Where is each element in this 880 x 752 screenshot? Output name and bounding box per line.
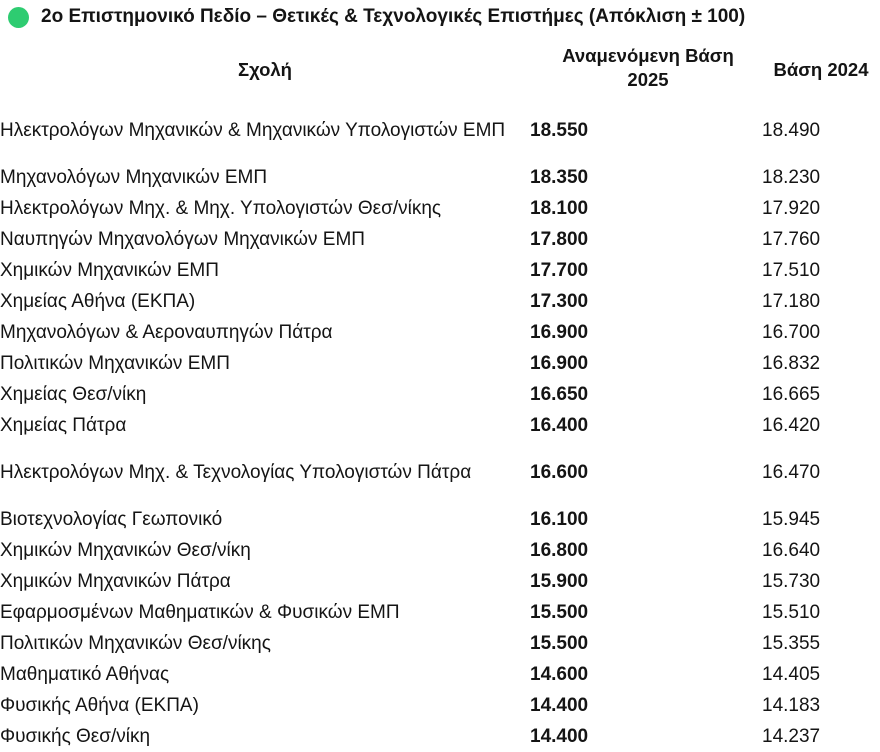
table-row [0, 193, 880, 224]
header-base-2024: Βάση 2024 [773, 59, 869, 80]
school-name: Πολιτικών Μηχανικών Θεσ/νίκης [0, 633, 271, 654]
expected-base-2025: 16.400 [530, 414, 589, 436]
table-row [0, 224, 880, 255]
base-2024: 16.832 [762, 352, 821, 374]
table-row [0, 410, 880, 441]
header-school: Σχολή [238, 59, 292, 80]
table-row [0, 566, 880, 597]
base-2024: 16.700 [762, 321, 821, 343]
school-name: Χημικών Μηχανικών Πάτρα [0, 571, 231, 592]
expected-base-2025: 17.700 [530, 259, 589, 281]
expected-base-2025: 18.350 [530, 166, 589, 188]
school-name: Χημείας Θεσ/νίκη [0, 384, 147, 405]
base-2024: 14.405 [762, 663, 821, 685]
school-name: Ηλεκτρολόγων Μηχ. & Μηχ. Υπολογιστών Θεσ/νίκης [0, 198, 442, 219]
table-row [0, 535, 880, 566]
header-expected-2025 [530, 44, 766, 92]
green-dot-icon [8, 7, 29, 28]
school-name: Μηχανολόγων & Αεροναυπηγών Πάτρα [0, 322, 333, 343]
base-2024: 15.945 [762, 508, 821, 530]
school-name: Βιοτεχνολογίας Γεωπονικό [0, 509, 223, 530]
expected-base-2025: 14.400 [530, 694, 589, 716]
school-name: Ηλεκτρολόγων Μηχανικών & Μηχανικών Υπολογιστών ΕΜΠ [0, 120, 506, 141]
school-name: Χημείας Πάτρα [0, 415, 127, 436]
base-2024: 14.183 [762, 694, 821, 716]
school-name: Ηλεκτρολόγων Μηχ. & Τεχνολογίας Υπολογιστών Πάτρα [0, 462, 472, 483]
school-name: Χημείας Αθήνα (ΕΚΠΑ) [0, 291, 196, 312]
base-2024: 17.760 [762, 228, 821, 250]
expected-base-2025: 16.650 [530, 383, 589, 405]
base-2024: 14.237 [762, 725, 821, 747]
header-expected-line2: 2025 [627, 69, 669, 90]
school-name: Μαθηματικό Αθήνας [0, 664, 170, 685]
expected-base-2025: 15.500 [530, 601, 589, 623]
expected-base-2025: 18.100 [530, 197, 589, 219]
results-table [0, 99, 880, 752]
page-title: 2ο Επιστημονικό Πεδίο – Θετικές & Τεχνολογικές Επιστήμες (Απόκλιση ± 100) [41, 6, 746, 27]
table-row [0, 348, 880, 379]
table-row [0, 99, 880, 162]
school-name: Ναυπηγών Μηχανολόγων Μηχανικών ΕΜΠ [0, 229, 365, 250]
table-row [0, 504, 880, 535]
table-row [0, 690, 880, 721]
expected-base-2025: 17.800 [530, 228, 589, 250]
base-2024: 16.420 [762, 414, 821, 436]
base-2024: 16.665 [762, 383, 821, 405]
base-2024: 15.355 [762, 632, 821, 654]
header-expected-line1: Αναμενόμενη Βάση [562, 45, 734, 66]
school-name: Χημικών Μηχανικών Θεσ/νίκη [0, 540, 251, 561]
base-2024: 18.230 [762, 166, 821, 188]
school-name: Μηχανολόγων Μηχανικών ΕΜΠ [0, 167, 268, 188]
base-2024: 15.730 [762, 570, 821, 592]
table-header [0, 40, 880, 102]
expected-base-2025: 14.400 [530, 725, 589, 747]
table-row [0, 441, 880, 504]
expected-base-2025: 16.600 [530, 461, 589, 483]
expected-base-2025: 16.900 [530, 352, 589, 374]
table-row [0, 286, 880, 317]
school-name: Εφαρμοσμένων Μαθηματικών & Φυσικών ΕΜΠ [0, 602, 400, 623]
expected-base-2025: 15.500 [530, 632, 589, 654]
expected-base-2025: 16.900 [530, 321, 589, 343]
school-name: Πολιτικών Μηχανικών ΕΜΠ [0, 353, 230, 374]
base-2024: 16.640 [762, 539, 821, 561]
expected-base-2025: 16.100 [530, 508, 589, 530]
table-row [0, 659, 880, 690]
base-2024: 18.490 [762, 119, 821, 141]
school-name: Φυσικής Αθήνα (ΕΚΠΑ) [0, 695, 199, 716]
table-row [0, 379, 880, 410]
table-row [0, 597, 880, 628]
base-2024: 17.920 [762, 197, 821, 219]
table-row [0, 317, 880, 348]
expected-base-2025: 18.550 [530, 119, 589, 141]
expected-base-2025: 16.800 [530, 539, 589, 561]
base-2024: 16.470 [762, 461, 821, 483]
expected-base-2025: 14.600 [530, 663, 589, 685]
expected-base-2025: 15.900 [530, 570, 589, 592]
table-row [0, 721, 880, 752]
table-row [0, 628, 880, 659]
school-name: Χημικών Μηχανικών ΕΜΠ [0, 260, 219, 281]
expected-base-2025: 17.300 [530, 290, 589, 312]
title-bar [8, 2, 745, 32]
base-2024: 15.510 [762, 601, 821, 623]
table-row [0, 162, 880, 193]
results-table-body [0, 99, 880, 752]
table-row [0, 255, 880, 286]
school-name: Φυσικής Θεσ/νίκη [0, 726, 151, 747]
base-2024: 17.180 [762, 290, 821, 312]
base-2024: 17.510 [762, 259, 821, 281]
